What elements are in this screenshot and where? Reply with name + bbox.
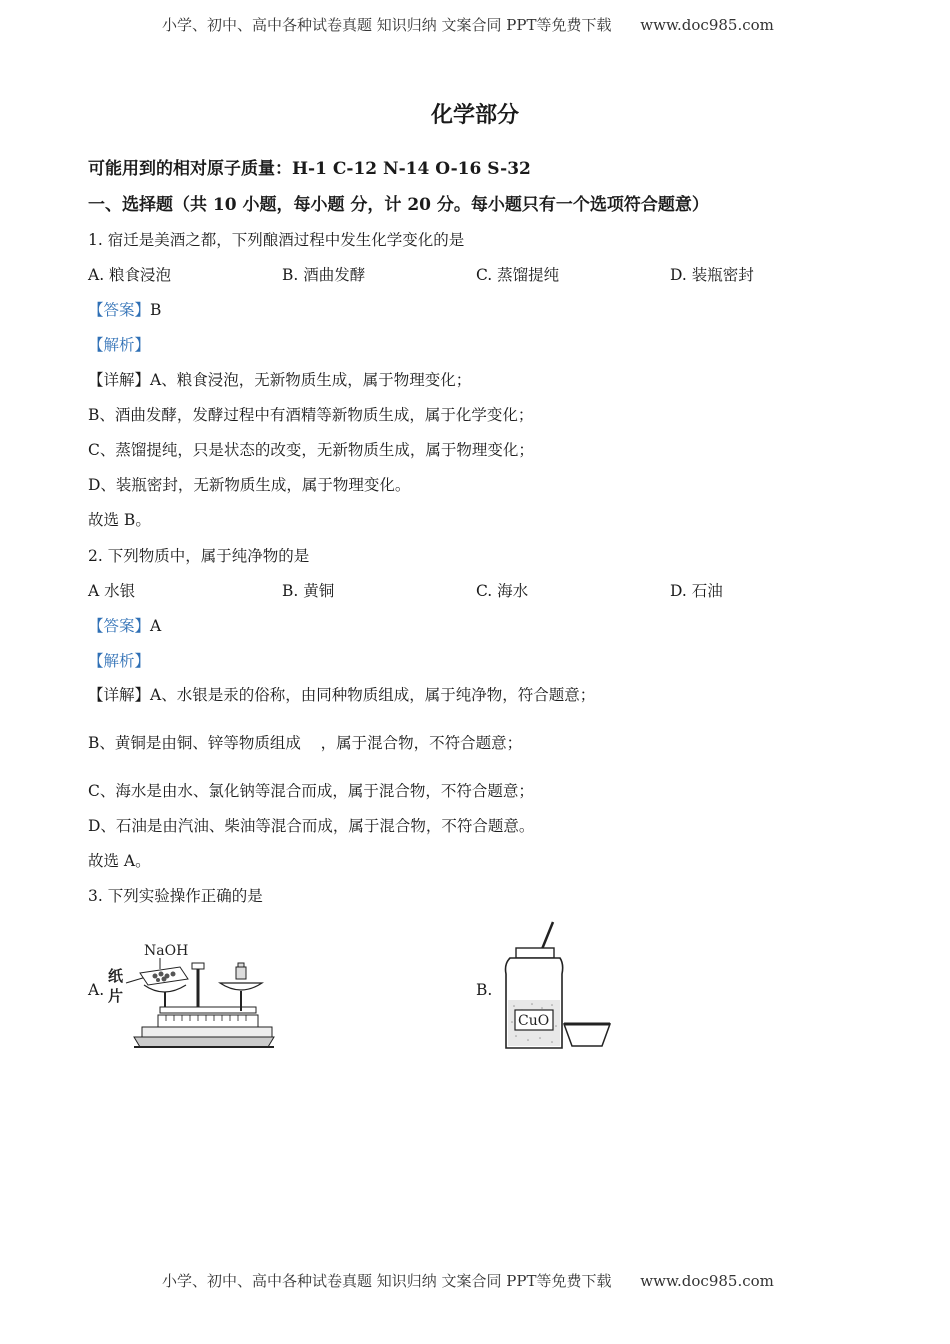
footer-banner-text: 小学、初中、高中各种试卷真题 知识归纳 文案合同 PPT等免费下载 [162, 1272, 612, 1290]
header-banner [162, 14, 780, 35]
q2-option-c: C. 海水 [476, 582, 529, 600]
q1-conclusion: 故选 B。 [88, 511, 151, 529]
q1-detail-b: B、酒曲发酵，发酵过程中有酒精等新物质生成，属于化学变化； [88, 406, 534, 424]
q1-option-a: A. 粮食浸泡 [88, 266, 172, 284]
answer-tag: 【答案】 [88, 301, 151, 319]
paper-label-2: 片 [108, 987, 124, 1005]
header-banner-text: 小学、初中、高中各种试卷真题 知识归纳 文案合同 PPT等免费下载 [162, 16, 612, 34]
paper-label-1: 纸 [108, 967, 124, 985]
q2-answer-value: A [150, 617, 162, 635]
q2-option-a: A 水银 [88, 582, 136, 600]
naoh-label: NaOH [144, 943, 189, 959]
atomic-masses: 可能用到的相对原子质量：H-1 C-12 N-14 O-16 S-32 [88, 159, 531, 179]
q1-answer-value: B [150, 301, 162, 319]
footer-banner [162, 1270, 780, 1291]
reagent-bottle-figure [498, 918, 618, 1054]
q2-answer [88, 614, 161, 636]
q2-stem: 2. 下列物质中，属于纯净物的是 [88, 547, 310, 565]
q1-answer [88, 298, 161, 320]
q2-analysis-tag: 【解析】 [88, 652, 151, 670]
q2-detail-d: D、石油是由汽油、柴油等混合而成，属于混合物，不符合题意。 [88, 817, 535, 835]
q1-analysis-tag: 【解析】 [88, 336, 151, 354]
cuo-label: CuO [518, 1013, 550, 1029]
q3-option-a-label: A. [88, 981, 105, 999]
q1-option-b: B. 酒曲发酵 [282, 266, 366, 284]
q1-option-c: C. 蒸馏提纯 [476, 266, 560, 284]
q2-detail-b: B、黄铜是由铜、锌等物质组成 ，属于混合物，不符合题意； [88, 734, 523, 752]
q1-option-d: D. 装瓶密封 [670, 266, 754, 284]
footer-banner-url[interactable]: www.doc985.com [640, 1272, 774, 1290]
page-title: 化学部分 [430, 102, 519, 128]
q2-option-b: B. 黄铜 [282, 582, 335, 600]
q2-detail-a: 【详解】A、水银是汞的俗称，由同种物质组成，属于纯净物，符合题意； [88, 686, 596, 704]
q1-detail-a: 【详解】A、粮食浸泡，无新物质生成，属于物理变化； [88, 371, 472, 389]
q1-stem: 1. 宿迁是美酒之都，下列酿酒过程中发生化学变化的是 [88, 231, 465, 249]
answer-tag: 【答案】 [88, 617, 151, 635]
q2-conclusion: 故选 A。 [88, 852, 151, 870]
q1-detail-c: C、蒸馏提纯，只是状态的改变，无新物质生成，属于物理变化； [88, 441, 534, 459]
header-banner-url[interactable]: www.doc985.com [640, 16, 774, 34]
section-heading: 一、选择题（共 10 小题，每小题 分，计 20 分。每小题只有一个选项符合题意） [88, 195, 709, 215]
q2-detail-c: C、海水是由水、氯化钠等混合而成，属于混合物，不符合题意； [88, 782, 534, 800]
balance-figure [100, 935, 275, 1055]
q3-option-b-label: B. [476, 981, 493, 999]
q2-option-d: D. 石油 [670, 582, 723, 600]
q1-detail-d: D、装瓶密封，无新物质生成，属于物理变化。 [88, 476, 411, 494]
q3-stem: 3. 下列实验操作正确的是 [88, 887, 263, 905]
